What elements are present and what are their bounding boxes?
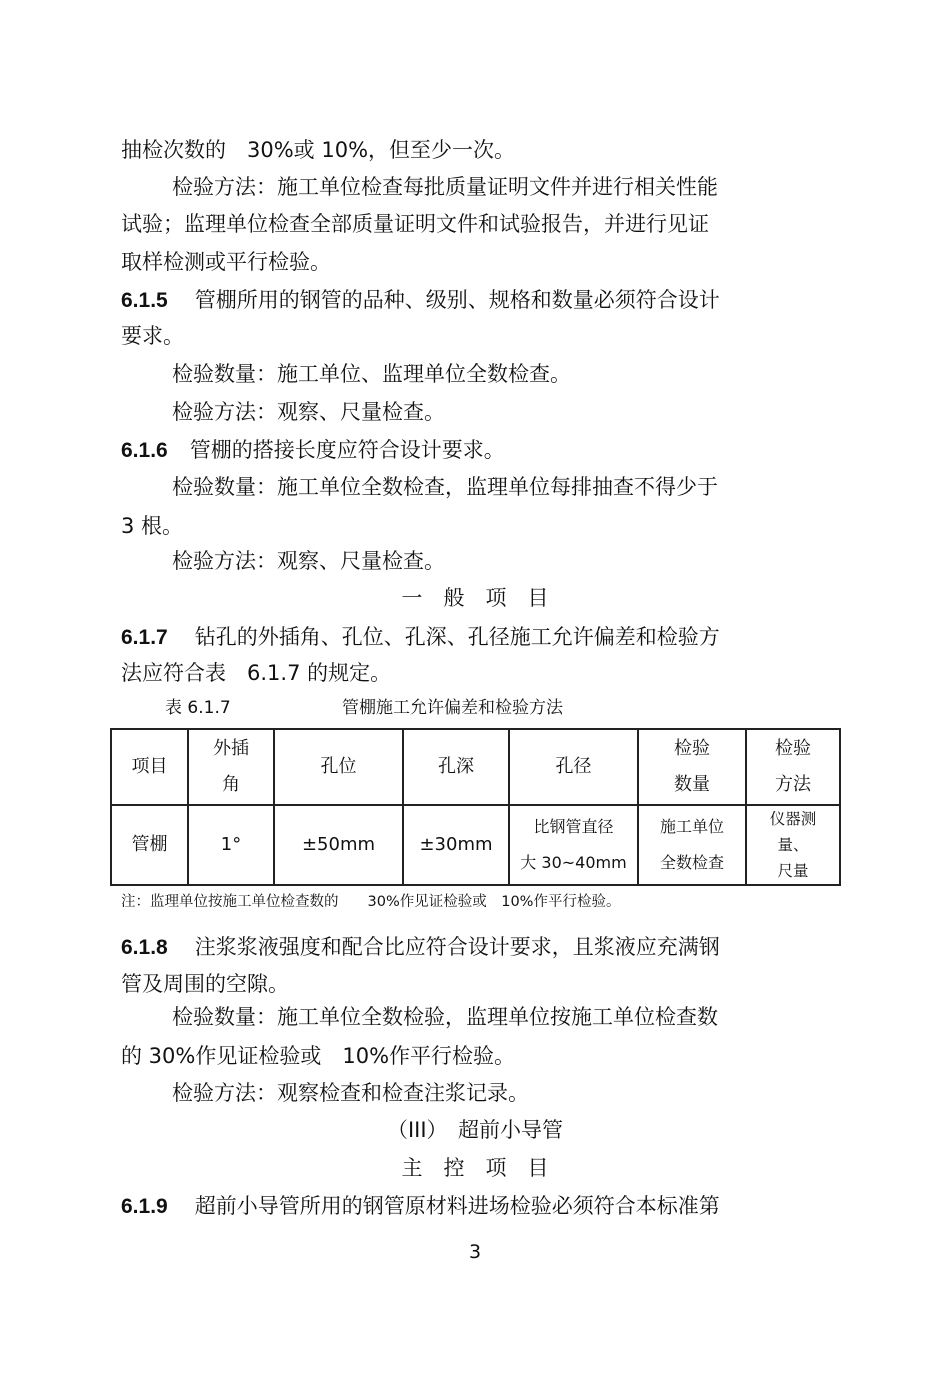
text-line: 取样检测或平行检验。 [121, 250, 331, 274]
tolerance-table [110, 728, 841, 886]
header-depth: 孔深 [403, 729, 509, 805]
text-line: 管及周围的空隙。 [121, 972, 289, 996]
text-line: 检验方法：施工单位检查每批质量证明文件并进行相关性能 [172, 175, 718, 199]
cell-method: 仪器测 量、 尺量 [746, 805, 840, 885]
text-line: 检验方法：观察、尺量检查。 [172, 400, 445, 424]
clause-6-1-5 [121, 287, 720, 314]
clause-number: 6.1.6 [121, 439, 168, 462]
header-position: 孔位 [274, 729, 403, 805]
header-item: 项目 [111, 729, 188, 805]
clause-text: 管棚的搭接长度应符合设计要求。 [189, 438, 505, 462]
section-heading: 一 般 项 目 [401, 586, 549, 610]
header-angle: 外插 角 [188, 729, 274, 805]
clause-number: 6.1.9 [121, 1195, 168, 1218]
clause-6-1-8 [121, 934, 720, 961]
text-line: 要求。 [121, 324, 184, 348]
text-line: 法应符合表 6.1.7 的规定。 [121, 661, 392, 685]
text-line: 检验方法：观察、尺量检查。 [172, 549, 445, 573]
table-row [111, 805, 840, 885]
header-quantity: 检验 数量 [638, 729, 746, 805]
table-caption-title: 管棚施工允许偏差和检验方法 [342, 698, 563, 718]
cell-diameter: 比钢管直径 大 30~40mm [509, 805, 638, 885]
header-diameter: 孔径 [509, 729, 638, 805]
clause-6-1-6 [121, 437, 505, 464]
clause-text: 超前小导管所用的钢管原材料进场检验必须符合本标准第 [194, 1194, 720, 1218]
cell-item: 管棚 [111, 805, 188, 885]
text-line: 3 根。 [121, 514, 184, 538]
clause-number: 6.1.5 [121, 289, 168, 312]
text-line: 检验数量：施工单位、监理单位全数检查。 [172, 362, 571, 386]
text-line: 抽检次数的 30%或 10%，但至少一次。 [121, 138, 516, 162]
table-note: 注：监理单位按施工单位检查数的 30%作见证检验或 10%作平行检验。 [121, 894, 621, 910]
clause-text: 注浆浆液强度和配合比应符合设计要求，且浆液应充满钢 [194, 935, 720, 959]
section-heading: （III） 超前小导管 [386, 1118, 564, 1142]
section-heading: 主 控 项 目 [401, 1156, 549, 1180]
clause-6-1-9 [121, 1193, 720, 1220]
clause-number: 6.1.7 [121, 626, 168, 649]
cell-position: ±50mm [274, 805, 403, 885]
table-header-row [111, 729, 840, 805]
text-line: 检验数量：施工单位全数检验，监理单位按施工单位检查数 [172, 1005, 718, 1029]
cell-angle: 1° [188, 805, 274, 885]
text-line: 检验数量：施工单位全数检查，监理单位每排抽查不得少于 [172, 475, 718, 499]
cell-depth: ±30mm [403, 805, 509, 885]
clause-number: 6.1.8 [121, 936, 168, 959]
clause-text: 管棚所用的钢管的品种、级别、规格和数量必须符合设计 [194, 288, 720, 312]
text-line: 试验；监理单位检查全部质量证明文件和试验报告，并进行见证 [121, 212, 709, 236]
page-number: 3 [468, 1241, 482, 1263]
cell-quantity: 施工单位 全数检查 [638, 805, 746, 885]
text-line: 检验方法：观察检查和检查注浆记录。 [172, 1081, 529, 1105]
clause-6-1-7 [121, 624, 720, 651]
text-line: 的 30%作见证检验或 10%作平行检验。 [121, 1044, 516, 1068]
header-method: 检验 方法 [746, 729, 840, 805]
clause-text: 钻孔的外插角、孔位、孔深、孔径施工允许偏差和检验方 [194, 625, 720, 649]
table-caption-number: 表 6.1.7 [165, 698, 231, 718]
